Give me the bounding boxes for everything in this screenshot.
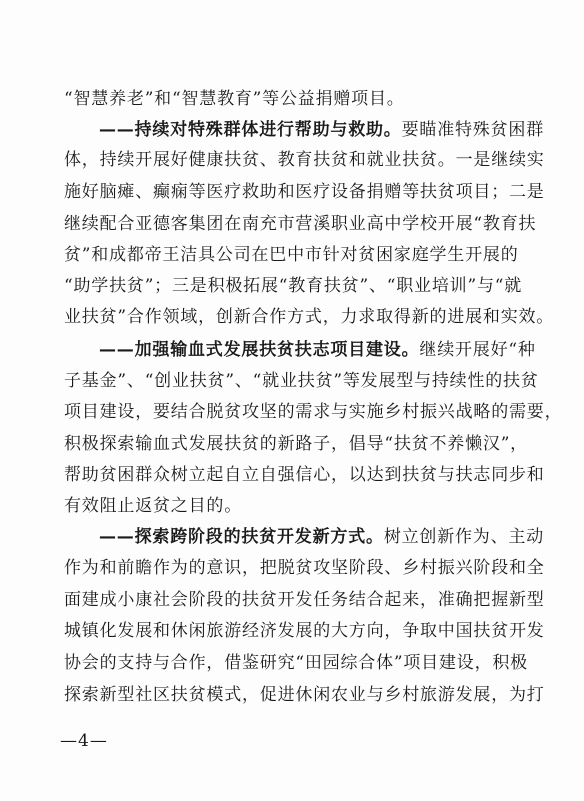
text-line [64,149,545,171]
text-line [64,684,545,706]
line-text: 要瞄准特殊贫困群 [401,120,545,140]
line-text: 帮助贫困群众树立起自立自强信心，以达到扶贫与扶志同步和 [64,465,545,485]
text-line [64,275,522,297]
text-line [64,495,242,517]
line-text: 积极探索输血式发展扶贫的新路子，倡导“扶贫不养懒汉”， [64,434,528,454]
line-text: 子基金”、“创业扶贫”、“就业扶贫”等发展型与持续性的扶贫 [64,371,539,391]
line-text: 体，持续开展好健康扶贫、教育扶贫和就业扶贫。一是继续实 [64,150,545,170]
line-text: 探索新型社区扶贫模式，促进休闲农业与乡村旅游发展，为打 [64,685,545,705]
line-text: 继续配合亚德客集团在南充市营溪职业高中学校开展“教育扶 [64,214,537,234]
text-line [64,213,536,235]
text-line [99,119,544,141]
text-line [64,620,545,642]
line-text: 施好脑瘫、癫痫等医疗救助和医疗设备捐赠等扶贫项目；二是 [64,182,545,202]
text-line [64,401,562,423]
text-line [64,557,545,579]
line-text: 有效阻止返贫之目的。 [64,496,242,516]
text-line [64,88,405,110]
line-text: 协会的支持与合作，借鉴研究“田园综合体”项目建设，积极 [64,653,528,673]
text-line [64,464,545,486]
text-line [64,306,554,328]
section-lead-heading: ——加强输血式发展扶贫扶志项目建设。 [99,340,420,360]
page-number: —4— [60,731,108,751]
line-text: “智慧养老”和“智慧教育”等公益捐赠项目。 [64,89,405,109]
line-text: “助学扶贫”；三是积极拓展“教育扶贫”、“职业培训”与“就 [64,276,523,296]
section-lead-heading: ——持续对特殊群体进行帮助与救助。 [99,120,402,140]
text-line [64,652,528,674]
text-line [99,339,536,361]
section-lead-heading: ——探索跨阶段的扶贫开发新方式。 [99,527,384,547]
text-line [64,181,545,203]
text-line [64,244,519,266]
line-text: 贫”和成都帝王洁具公司在巴中市针对贫困家庭学生开展的 [64,245,519,265]
line-text: 作为和前瞻作为的意识，把脱贫攻坚阶段、乡村振兴阶段和全 [64,558,545,578]
text-line [64,433,528,455]
line-text: 面建成小康社会阶段的扶贫开发任务结合起来，准确把握新型 [64,590,545,610]
line-text: 树立创新作为、主动 [383,527,545,547]
text-line [99,526,544,548]
line-text: 城镇化发展和休闲旅游经济发展的大方向，争取中国扶贫开发 [64,621,545,641]
text-line [64,589,545,611]
line-text: 业扶贫”合作领域，创新合作方式，力求取得新的进展和实效。 [64,307,555,327]
line-text: 继续开展好“种 [419,340,536,360]
text-line [64,370,539,392]
line-text: 项目建设，要结合脱贫攻坚的需求与实施乡村振兴战略的需要， [64,402,563,422]
